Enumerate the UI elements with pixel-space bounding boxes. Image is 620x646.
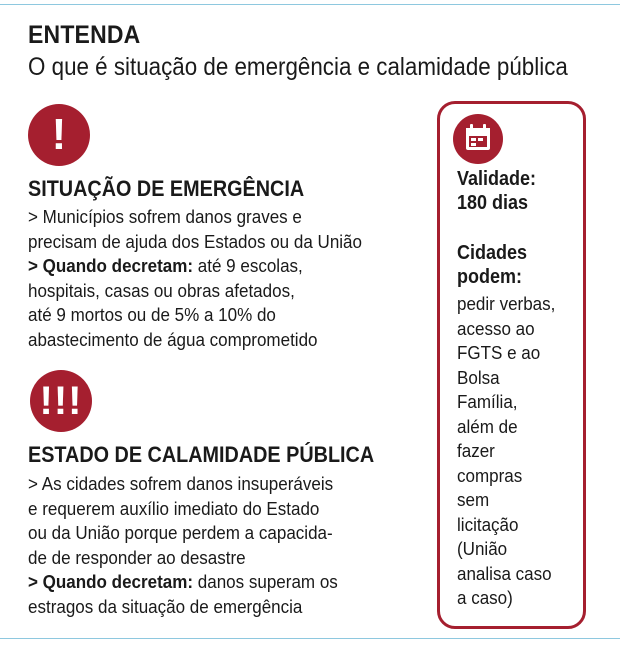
validity-value: 180 dias	[457, 192, 529, 214]
cities-title	[457, 241, 527, 289]
cities-line: fazer	[457, 440, 495, 461]
calamity-decree-line	[28, 570, 396, 595]
cities-line: sem	[457, 489, 490, 510]
emergency-decree-line	[28, 254, 396, 279]
cities-line: acesso ao	[457, 317, 535, 339]
bottom-rule	[0, 638, 620, 639]
emergency-line: até 9 mortos ou de 5% a 10% do	[28, 304, 276, 325]
cities-title-line: podem:	[457, 266, 522, 288]
calamity-decree-label: > Quando decretam:	[28, 571, 194, 592]
validity-label: Validade:	[457, 168, 537, 190]
calamity-line: de de responder ao desastre	[28, 546, 246, 568]
cities-line: Bolsa	[457, 366, 500, 388]
emergency-decree-label: > Quando decretam:	[28, 255, 194, 276]
emergency-section-body	[28, 205, 396, 352]
calamity-decree-text: danos superam os	[193, 571, 338, 592]
emergency-line: precisam de ajuda dos Estados ou da União	[28, 230, 363, 252]
calamity-line: ou da União porque perdem a capacida-	[28, 522, 333, 543]
emergency-line: hospitais, casas ou obras afetados,	[28, 279, 295, 301]
calamity-section-title: ESTADO DE CALAMIDADE PÚBLICA	[28, 442, 375, 467]
cities-line: analisa caso	[457, 562, 552, 584]
calamity-line: e requerem auxílio imediato do Estado	[28, 497, 320, 519]
cities-line: licitação	[457, 513, 519, 535]
cities-line: pedir verbas,	[457, 293, 556, 314]
calamity-section-body	[28, 472, 396, 619]
top-rule	[0, 4, 620, 5]
emergency-section-title: SITUAÇÃO DE EMERGÊNCIA	[28, 176, 305, 201]
calendar-icon	[453, 114, 503, 164]
emergency-decree-text: até 9 escolas,	[193, 255, 303, 276]
cities-line: Família,	[457, 391, 518, 412]
cities-title-line: Cidades	[457, 242, 528, 264]
emergency-line: > Municípios sofrem danos graves e	[28, 206, 302, 227]
validity-text	[457, 167, 536, 215]
emergency-line: abastecimento de água comprometido	[28, 328, 318, 350]
cities-line: FGTS e ao	[457, 342, 541, 363]
page-subtitle: O que é situação de emergência e calamidade pública	[28, 53, 568, 81]
cities-line: além de	[457, 415, 518, 437]
cities-body	[457, 292, 555, 611]
cities-line: (União	[457, 538, 508, 559]
calamity-line: > As cidades sofrem danos insuperáveis	[28, 473, 334, 494]
cities-line: compras	[457, 464, 523, 486]
triple-exclamation-icon: !!!	[30, 370, 92, 432]
cities-line: a caso)	[457, 587, 513, 608]
exclamation-icon: !	[28, 104, 90, 166]
page-title: ENTENDA	[28, 21, 141, 49]
calamity-line: estragos da situação de emergência	[28, 595, 303, 617]
